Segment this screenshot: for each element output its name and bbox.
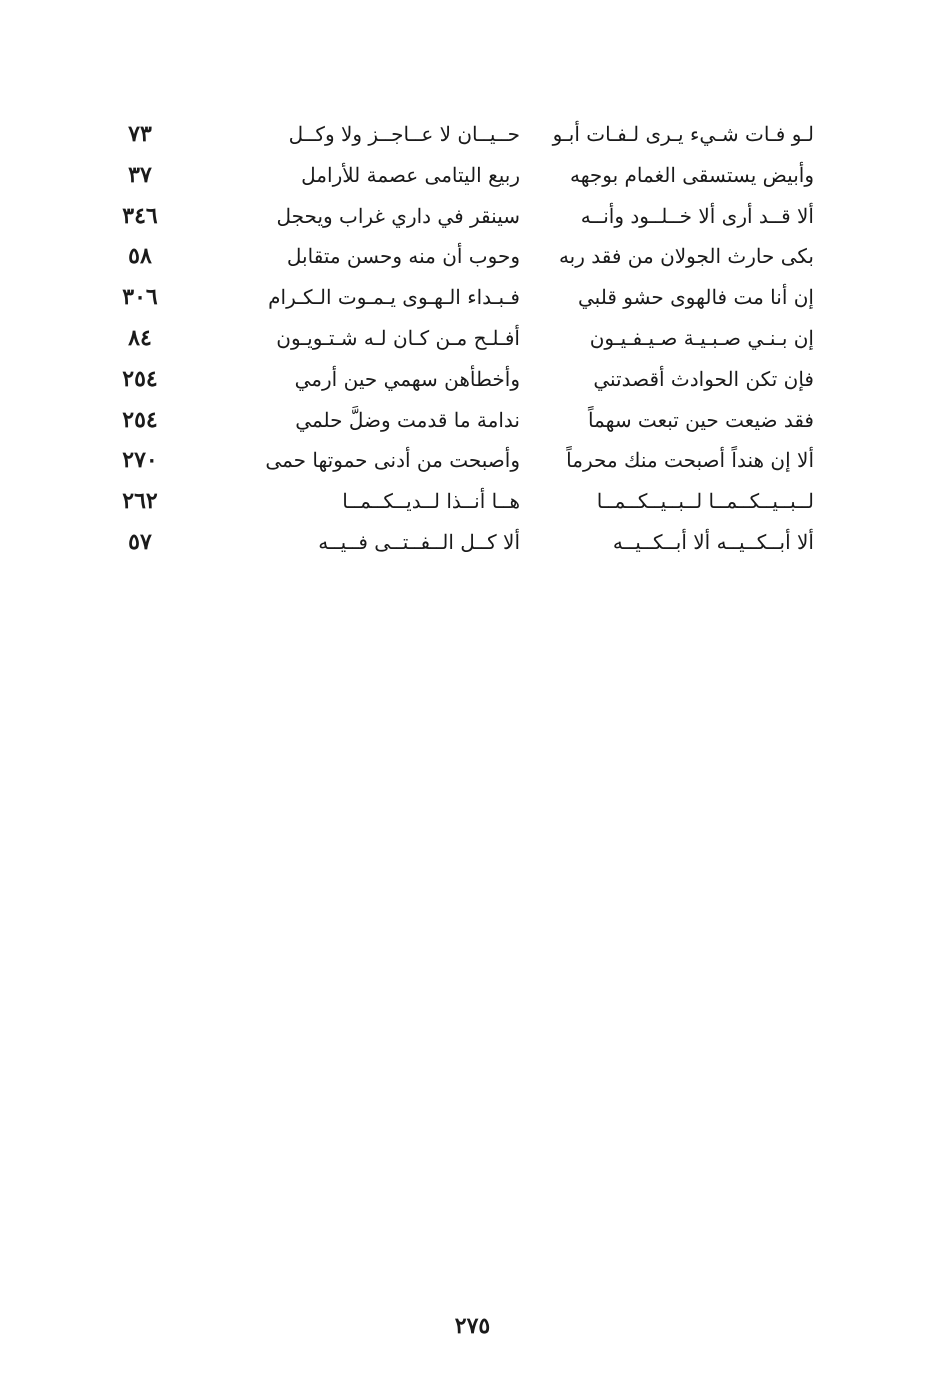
second-hemistich: وأصبحت من أدنى حموتها حمى <box>265 448 520 473</box>
verse-row <box>100 114 820 155</box>
verse-row <box>100 155 820 196</box>
verse-row <box>100 400 820 441</box>
page-reference: ٨٤ <box>128 324 152 351</box>
page-number: ٢٧٥ <box>454 1313 491 1339</box>
first-hemistich: ألا إن هنداً أصبحت منك محرماً <box>566 448 814 473</box>
verse-row <box>100 359 820 400</box>
second-hemistich: ندامة ما قدمت وضلَّ حلمي <box>295 407 520 432</box>
second-hemistich: سينقر في داري غراب ويحجل <box>276 203 520 228</box>
verse-index-list <box>100 114 820 563</box>
page-reference: ٥٨ <box>128 243 152 270</box>
second-hemistich: ألا كــل الــفــتــى فــيــه <box>318 529 520 554</box>
page-reference: ٢٥٤ <box>122 406 158 433</box>
page-reference: ٢٧٠ <box>122 447 158 474</box>
second-hemistich: فـبـداء الـهـوى يـمـوت الـكـرام <box>268 285 520 310</box>
second-hemistich: حــيــان لا عــاجــز ولا وكــل <box>288 122 520 146</box>
first-hemistich: بكى حارث الجولان من فقد ربه <box>558 244 814 269</box>
verse-row <box>100 196 820 237</box>
page-reference: ٥٧ <box>128 528 152 555</box>
first-hemistich: لــبــيــكــمــا لــبــيــكــمــا <box>596 489 814 514</box>
first-hemistich: ألا أبــكــيــه ألا أبــكــيــه <box>612 529 814 554</box>
verse-row <box>100 440 820 481</box>
first-hemistich: فقد ضيعت حين تبعت سهماً <box>587 407 814 432</box>
page-reference: ٢٦٢ <box>122 488 158 515</box>
page-reference: ٣٠٦ <box>122 284 158 311</box>
page-reference: ٣٧ <box>128 161 152 188</box>
verse-row <box>100 481 820 522</box>
first-hemistich: إن أنا مت فالهوى حشو قلبي <box>578 285 814 310</box>
first-hemistich: وأبيض يستسقى الغمام بوجهه <box>569 162 814 187</box>
verse-row <box>100 277 820 318</box>
second-hemistich: ربيع اليتامى عصمة للأرامل <box>301 162 520 187</box>
page-reference: ٣٤٦ <box>122 202 158 229</box>
first-hemistich: إن بـنـي صـبـيـة صـيـفـيـون <box>589 325 814 350</box>
first-hemistich: فإن تكن الحوادث أقصدتني <box>593 366 814 391</box>
second-hemistich: وحوب أن منه وحسن متقابل <box>286 244 520 269</box>
second-hemistich: هــا أنــذا لــديــكــمــا <box>342 489 520 514</box>
first-hemistich: ألا قــد أرى ألا خــلــود وأنــه <box>580 203 814 228</box>
verse-row <box>100 236 820 277</box>
second-hemistich: أفـلـح مـن كـان لـه شـتـويـون <box>276 325 520 350</box>
verse-row <box>100 318 820 359</box>
page-reference: ٢٥٤ <box>122 365 158 392</box>
verse-row <box>100 522 820 563</box>
second-hemistich: وأخطأهن سهمي حين أرمي <box>294 366 520 391</box>
page-reference: ٧٣ <box>128 121 152 147</box>
first-hemistich: لـو فـات شـيء يـرى لـفـات أبـو <box>552 122 814 146</box>
